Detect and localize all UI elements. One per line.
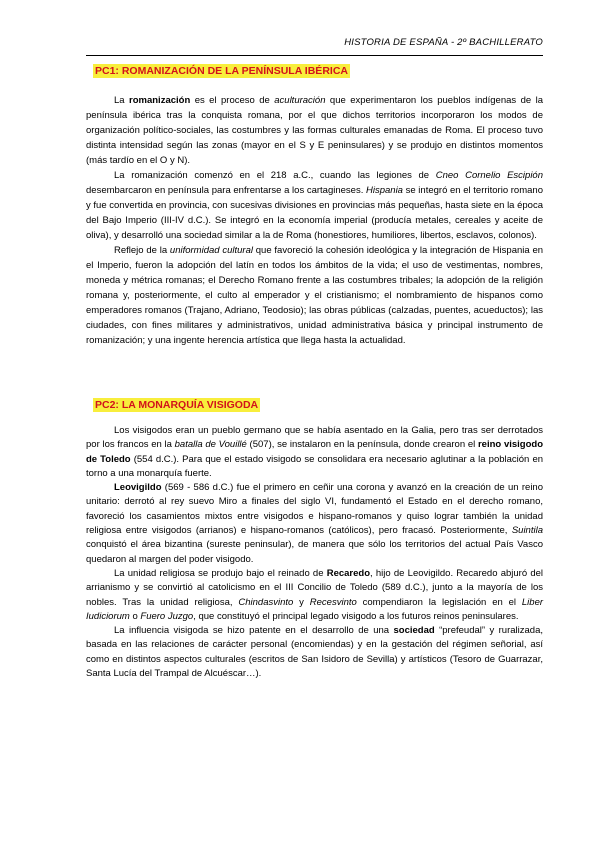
- paragraph: [86, 567, 543, 624]
- text-run: (507), se instalaron en la península, donde crearon el: [246, 439, 478, 451]
- text-run: (554 d.C.). Para que el estado visigodo se consolidara era necesario aglutinar a la población en torno a una monarquía fuerte.: [86, 453, 544, 479]
- italic-term: Cneo Cornelio Escipión: [435, 170, 543, 181]
- bold-term: romanización: [129, 95, 191, 106]
- text-run: La: [114, 95, 130, 106]
- paragraph: [86, 168, 543, 243]
- section-monarquia-visigoda: [86, 399, 543, 681]
- header-divider: [86, 55, 543, 56]
- text-run: “prefeudal” y ruralizada, basada en las relaciones de carácter personal (encomiendas) y en la gestación del régimen señorial, así como en distintos aspectos culturales (escritos de San Isidoro de Sevilla) y artísticos (Tesoro de Guarrazar, Santa Lucía del Trampal de Alcuéscar…).: [86, 625, 543, 680]
- text-run: Reflejo de la: [114, 245, 170, 256]
- text-run: se integró en el territorio romano y fue convertida en provincia, con sucesivas divisiones en provincias más pequeñas, hasta siete en la época del Bajo Imperio (III-IV d.C.). Se integró en la economía imperial (producía metales, cereales y aceite de oliva), y desarrolló una sociedad similar a la de Roma (honestiores, humiliores, libertos, esclavos, colonos).: [86, 185, 543, 241]
- paragraph: [86, 424, 543, 481]
- section-title: [86, 399, 543, 411]
- section-title: [86, 65, 543, 77]
- text-run: La influencia visigoda se hizo patente en el desarrollo de una: [114, 625, 394, 637]
- paragraph: [86, 624, 543, 681]
- text-run: es el proceso de: [190, 95, 275, 106]
- text-run: que favoreció la cohesión ideológica y la integración de Hispania en el Imperio, fueron la adopción del latín en todos los ámbitos de la vida; el uso de vestimentas, nombres, moneda y métrica romanas; el Derecho Romano frente a las costumbres tribales; la adopción de la religión romana y, posteriormente, el culto al emperador y el cristianismo; el nombramiento de hispanos como emperadores romanos (Trajano, Adriano, Teodosio); las obras públicas (calzadas, puentes, acueductos); las ciudades, con fines militares y administrativos, unidad administrativa básica y principal instrumento de romanización; y una ingente herencia artística que llega hasta la actualidad.: [86, 245, 544, 346]
- text-run: o: [129, 610, 141, 622]
- italic-term: aculturación: [274, 95, 326, 106]
- italic-term: uniformidad cultural: [169, 245, 253, 256]
- italic-term: Liber Iudiciorum: [86, 596, 544, 622]
- text-run: Los visigodos eran un pueblo germano que se había asentado en la Galia, pero tras ser derrotados por los francos en la: [86, 425, 543, 451]
- bold-term: sociedad: [393, 625, 435, 637]
- section-title-highlight: PC1: ROMANIZACIÓN DE LA PENÍNSULA IBÉRICA: [95, 65, 348, 77]
- bold-term: Leovigildo: [114, 482, 162, 494]
- paragraph: [86, 93, 543, 168]
- text-run: desembarcaron en península para enfrentarse a los cartagineses.: [86, 185, 366, 196]
- paragraph: [86, 481, 543, 567]
- section-title-highlight: PC2: LA MONARQUÍA VISIGODA: [95, 399, 259, 411]
- italic-term: Hispania: [366, 185, 403, 196]
- text-run: compendiaron la legislación en el: [356, 596, 522, 608]
- header-title: HISTORIA DE ESPAÑA - 2º BACHILLERATO: [344, 37, 543, 48]
- section-romanizacion: [86, 65, 543, 348]
- italic-term: batalla de Vouillé: [174, 439, 247, 451]
- italic-term: Suintila: [511, 525, 543, 537]
- section-body: [86, 424, 543, 681]
- text-run: , hijo de Leovigildo. Recaredo abjuró del arrianismo y se convirtió al catolicismo en el III Concilio de Toledo (589 d.C.), junto a la mayoría de los nobles. Tras la unidad religiosa,: [86, 567, 543, 608]
- text-run: La unidad religiosa se produjo bajo el reinado de: [114, 567, 327, 579]
- text-run: (569 - 586 d.C.) fue el primero en ceñir una corona y avanzó en la creación de un reino unitario: derrotó al rey suevo Miro a finales del siglo VI, fundamentó el Estado en el derecho romano, favoreció los casamientos mixtos entre visigodos e hispano-romanos y quiso lograr también la unidad religiosa entre visigodos (arrianos) e hispano-romanos (católicos), pero fracasó. Posteriormente,: [86, 482, 543, 537]
- italic-term: Chindasvinto: [238, 596, 294, 608]
- text-run: que experimentaron los pueblos indígenas de la península ibérica tras la conquista romana, por el que dichos territorios incorporaron los modos de organización político-sociales, las costumbres y las formas culturales emanadas de Roma. El proceso tuvo distinta intensidad según las zonas (mayor en el S y E peninsulares) y se produjo en distintos momentos (más tardío en el O y N).: [86, 95, 543, 166]
- paragraph: [86, 243, 543, 348]
- text-run: y: [293, 596, 310, 608]
- text-run: , que constituyó el principal legado visigodo a los futuros reinos peninsulares.: [193, 610, 519, 622]
- section-body: [86, 93, 543, 348]
- text-run: La romanización comenzó en el 218 a.C., cuando las legiones de: [114, 170, 436, 181]
- bold-term: Recaredo: [326, 567, 371, 579]
- bold-term: reino visigodo de Toledo: [86, 439, 543, 465]
- text-run: conquistó el área bizantina (sureste peninsular), de manera que sólo los territorios del actual País Vasco quedaron al margen del poder visigodo.: [86, 539, 543, 565]
- italic-term: Recesvinto: [309, 596, 357, 608]
- italic-term: Fuero Juzgo: [140, 610, 194, 622]
